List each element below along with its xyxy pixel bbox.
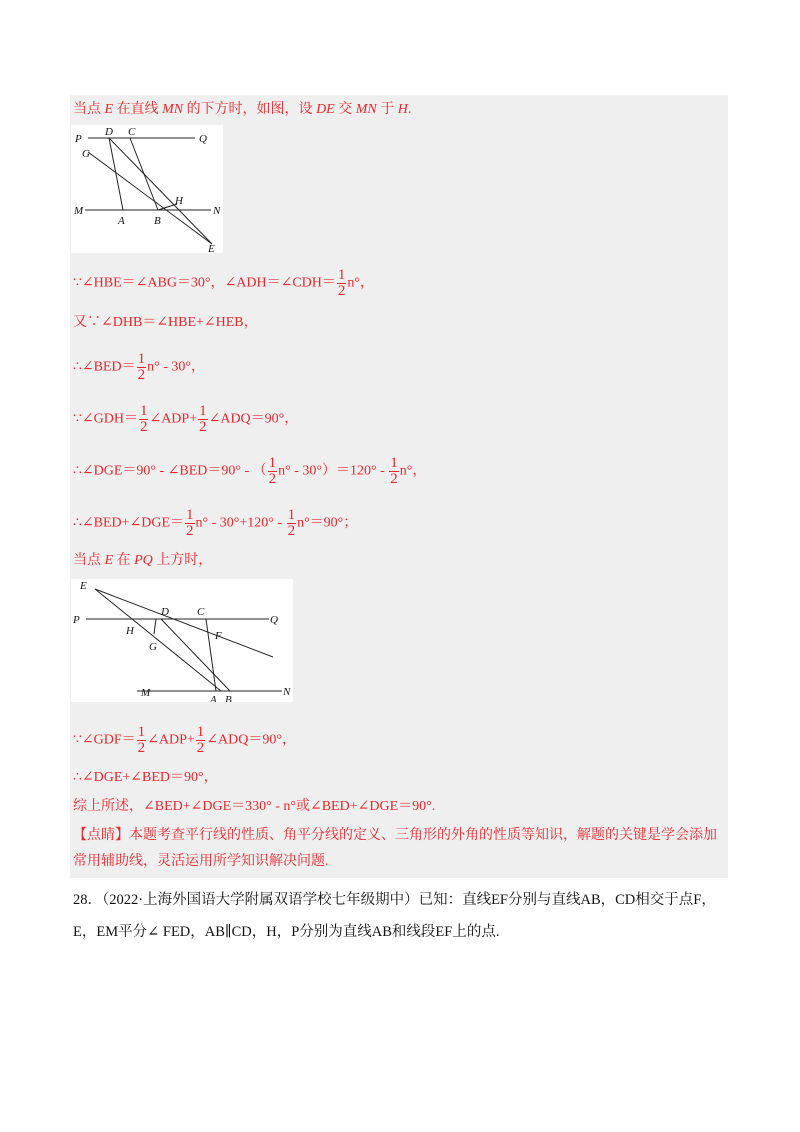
label-D: D <box>105 126 113 138</box>
question-28: 28．（2022·上海外国语大学附属双语学校七年级期中）已知：直线EF分别与直线AB，CD相交于点F， E，EM平分∠ FED，AB∥CD，H，P分别为直线AB和线段EF上的点. <box>73 892 716 940</box>
step-line-1: ∵∠HBE＝∠ABG＝30°，∠ADH＝∠CDH＝ $\frac{1}{2}$ n°， <box>73 267 374 299</box>
figure-case-above <box>71 579 293 702</box>
label-B: B <box>154 215 161 227</box>
label-N: N <box>213 205 221 217</box>
label-A: A <box>118 215 125 227</box>
label-Q: Q <box>199 133 207 145</box>
label-Q: Q <box>270 614 278 626</box>
figure-case-below <box>71 125 223 253</box>
step-line-8: ∴∠DGE+∠BED＝90°， <box>73 770 218 785</box>
label-P: P <box>73 614 80 626</box>
label-G: G <box>82 148 90 160</box>
key-point-note: 【点睛】本题考查平行线的性质、角平分线的定义、三角形的外角的性质等知识，解题的关键是学会添加常用辅助线，灵活运用所学知识解决问题. <box>73 828 717 869</box>
label-B: B <box>225 694 232 702</box>
step-line-6: ∴∠BED+∠DGE＝ $\frac{1}{2}$ n° - 30°+120° - $\frac{1}{2}$ n°＝90°； <box>73 507 358 539</box>
case-below-text: 当点 E 在直线 MN 的下方时，如图，设 DE 交 MN 于 H. <box>73 102 412 117</box>
label-C: C <box>128 126 136 138</box>
case-above-text: 当点 E 在 PQ 上方时， <box>73 553 213 568</box>
label-C: C <box>197 606 205 618</box>
label-A: A <box>210 694 217 702</box>
label-H: H <box>175 195 183 207</box>
step-line-3: ∴∠BED＝ $\frac{1}{2}$ n° - 30°， <box>73 351 205 383</box>
label-E: E <box>208 243 215 253</box>
step-line-5: ∴∠DGE＝90° - ∠BED＝90° - （ $\frac{1}{2}$ n° - 30°）＝120° - $\frac{1}{2}$ n°， <box>73 455 427 487</box>
label-G: G <box>149 641 157 653</box>
label-M: M <box>141 687 151 699</box>
step-line-7: ∵∠GDF＝ $\frac{1}{2}$ ∠ADP+ $\frac{1}{2}$ ∠ADQ＝90°， <box>73 724 296 756</box>
label-H: H <box>126 625 134 637</box>
key-point-tag: 【点睛】 <box>73 828 129 843</box>
label-M: M <box>74 205 84 217</box>
conclusion-line: 综上所述，∠BED+∠DGE＝330° - n°或∠BED+∠DGE＝90°. <box>73 799 436 814</box>
label-E: E <box>80 580 87 592</box>
label-D: D <box>161 606 169 618</box>
step-line-4: ∵∠GDH＝ $\frac{1}{2}$ ∠ADP+ $\frac{1}{2}$ ∠ADQ＝90°， <box>73 403 299 435</box>
label-F: F <box>215 630 222 642</box>
label-N: N <box>283 686 291 698</box>
step-line-2: 又∵∠DHB＝∠HBE+∠HEB， <box>73 315 258 330</box>
label-P: P <box>75 133 82 145</box>
